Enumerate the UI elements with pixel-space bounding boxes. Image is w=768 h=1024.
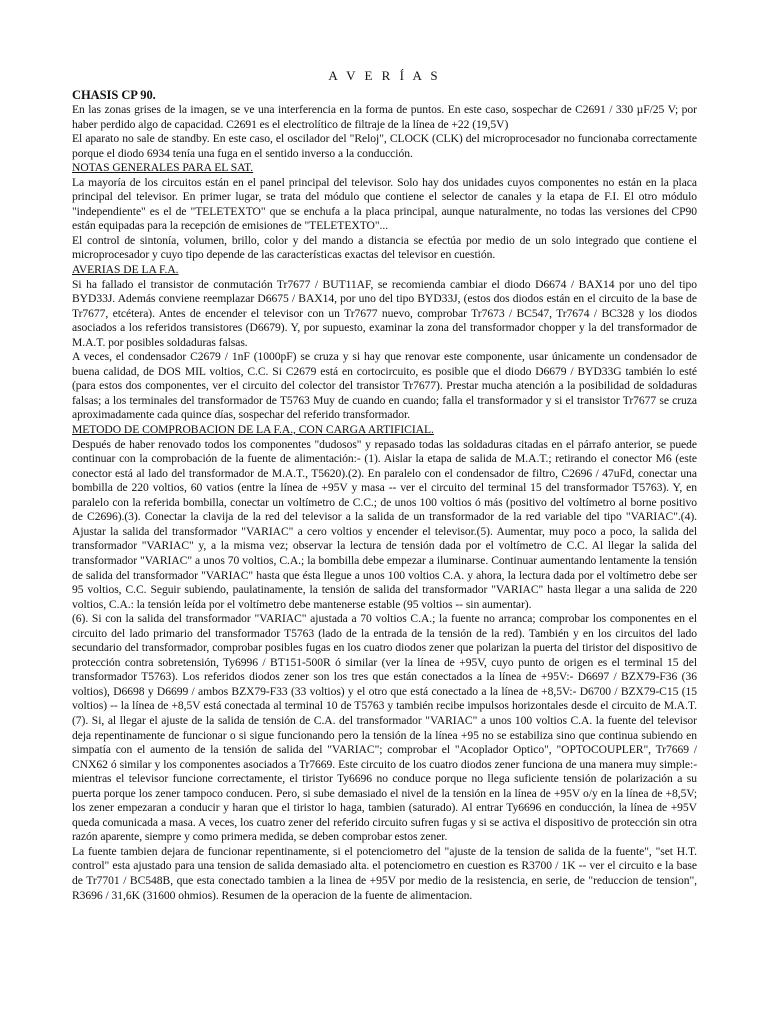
paragraph: Después de haber renovado todos los componentes "dudosos" y repasado todas las soldaduras citadas en el párrafo anterior, se puede continuar con la comprobación de la fuente de alimentación:- (1). Aislar la etapa de salida de M.A.T.; retirando el conector M6 (este conector está al lado del transformador de M.A.T., T5620).(2). En paralelo con el condensador de filtro, C2696 / 47uFd, conectar una bombilla de 220 voltios, 60 vatios (entre la línea de +95V y masa -- ver el circuito del terminal 15 del transformador T5763). Y, en paralelo con la referida bombilla, conectar un voltímetro de C.C.; de unos 100 voltios ó más (positivo del voltímetro al borne positivo de C2696).(3). Conectar la clavija de la red del televisor a la salida de un transformador de la red variable del tipo "VARIAC".(4). Ajustar la salida del transformador "VARIAC" a cero voltios y encender el televisor.(5). Aumentar, muy poco a poco, la salida del transformador "VARIAC" y, a la misma vez; observar la lectura de tensión dada por el voltímetro de C.C. Al llegar la salida del transformador "VARIAC" a unos 70 voltios, C.A.; la bombilla debe empezar a iluminarse. Continuar aumentando lentamente la tensión de salida del transformador "VARIAC" hasta que ésta llegue a unos 100 voltios C.A. y ahora, la lectura dada por el voltímetro debe ser 95 voltios, C.C. Seguir subiendo, paulatinamente, la tensión de salida del transformador "VARIAC" hasta llegar a una salida de 220 voltios, C.A.: la tensión leída por el voltímetro debe mantenerse estable (95 voltios -- sin aumentar). — [72, 437, 697, 611]
document-page — [72, 68, 697, 903]
paragraph: Si ha fallado el transistor de conmutación Tr7677 / BUT11AF, se recomienda cambiar el diodo D6674 / BAX14 por uno del tipo BYD33J. Además conviene reemplazar D6675 / BAX14, por uno del tipo BYD33J, (estos dos diodos están en el circuito de la base de Tr7677, etcétera). Antes de encender el televisor con un Tr7677 nuevo, comprobar Tr7673 / BC547, Tr7674 / BC328 y los diodos asociados a los referidos transistores (D6679). Y, por supuesto, examinar la zona del transformador chopper y la del transformador de M.A.T. por posibles soldaduras falsas. — [72, 277, 697, 349]
paragraph: En las zonas grises de la imagen, se ve una interferencia en la forma de puntos. En este caso, sospechar de C2691 / 330 µF/25 V; por haber perdido algo de capacidad. C2691 es el electrolítico de filtraje de la línea de +22 (19,5V) — [72, 103, 697, 131]
paragraph: El control de sintonía, volumen, brillo, color y del mando a distancia se efectúa por medio de un solo integrado que contiene el microprocesador y cuyo tipo depende de las características exactas del televisor en cuestión. — [72, 233, 697, 262]
section-heading-notas: NOTAS GENERALES PARA EL SAT. — [72, 161, 254, 175]
paragraph: La mayoría de los circuitos están en el panel principal del televisor. Solo hay dos unidades cuyos componentes no están en la placa principal del televisor. En primer lugar, se trata del módulo que contiene el selector de canales y la etapa de F.I. El otro módulo "independiente" es el de "TELETEXTO" que se enchufa a la placa principal, aunque naturalmente, no todas las versiones del CP90 están equipadas para la recepción de emisiones de "TELETEXTO"... — [72, 175, 697, 233]
paragraph: A veces, el condensador C2679 / 1nF (1000pF) se cruza y si hay que renovar este componente, usar únicamente un condensador de buena calidad, de DOS MIL voltios, C.C. Si C2679 está en cortocircuito, es posible que el diodo D6679 / BYD33G también lo esté (para estos dos componentes, ver el circuito del colector del transistor Tr7677). Prestar mucha atención a la posibilidad de soldaduras falsas; a los terminales del transformador de T5763 Muy de cuando en cuando; falla el transformador y si el transistor Tr7677 se cruza aproximadamente cada quince días, sospechar del referido transformador. — [72, 350, 697, 422]
paragraph: El aparato no sale de standby. En este caso, el oscilador del "Reloj", CLOCK (CLK) del microprocesador no funcionaba correctamente porque el diodo 6934 tenía una fuga en el sentido inverso a la conducción. — [72, 132, 697, 160]
paragraph: La fuente tambien dejara de funcionar repentinamente, si el potenciometro del "ajuste de la tension de salida de la fuente", "set H.T. control" esta ajustado para una tension de salida demasiado alta. el potenciometro en cuestion es R3700 / 1K -- ver el circuito e la base de Tr7701 / BC548B, que esta conectado tambien a la linea de +95V por medio de la resistencia, en serie, de "reduccion de tension", R3696 / 31,6K (31600 ohmios). Resumen de la operacion de la fuente de alimentacion. — [72, 844, 697, 902]
chassis-heading: CHASIS CP 90. — [72, 88, 156, 102]
section-heading-averias-fa: AVERIAS DE LA F.A. — [72, 263, 179, 277]
page-title: A V E R Í A S — [328, 68, 441, 83]
paragraph: (6). Si con la salida del transformador "VARIAC" ajustada a 70 voltios C.A.; la fuente no arranca; comprobar los componentes en el circuito del lado primario del transformador T5763 (lado de la entrada de la tensión de la red). También y en los circuitos del lado secundario del transformador, comprobar posibles fugas en los cuatro diodos zener que polarizan la puerta del tiristor del dispositivo de protección contra sobretensión, Ty6996 / BT151-500R ó similar (ver la línea de +95V, cuyo punto de origen es el terminal 15 del transformador T5763). Los referidos diodos zener son los tres que están conectados a la línea de +95V:- D6697 / BZX79-F36 (36 voltios), D6698 y D6699 / ambos BZX79-F33 (33 voltios) y el otro que está conectado a la línea de +8,5V:- D6700 / BZX79-C15 (15 voltios) -- la línea de +8,5V está conectada al terminal 10 de T5763 y también recibe impulsos horizontales desde el circuito de M.A.T. (7). Si, al llegar el ajuste de la salida de tensión de C.A. del transformador "VARIAC" a unos 100 voltios C.A. la fuente del televisor deja repentinamente de funcionar o si sigue funcionando pero la tensión de la línea +95 no se estabiliza sino que continua subiendo en simpatía con el aumento de la tensión de salida del "VARIAC"; comprobar el "Acoplador Optico", "OPTOCOUPLER", Tr7669 / CNX62 ó similar y los componentes asociados a Tr7669. Este circuito de los cuatro diodos zener funciona de una manera muy simple:- mientras el televisor funcione correctamente, el tiristor Ty6696 no conduce porque no llega suficiente tensión de polarización a su puerta porque los zener tampoco conducen. Pero, si sube demasiado el nivel de la tensión en la línea de +95V o/y en la línea de +8,5V; los zener empezaran a conducir y haran que el tiristor lo haga, tambien (saturado). Al entrar Ty6696 en conducción, la línea de +95V queda comunicada a masa. A veces, los cuatro zener del referido circuito sufren fugas y si se activa el dispositivo de protección sin otra razón aparente, siempre y como primera medida, se deben comprobar estos zener. — [72, 612, 697, 844]
section-heading-metodo: METODO DE COMPROBACION DE LA F.A., CON CARGA ARTIFICIAL. — [72, 423, 434, 437]
